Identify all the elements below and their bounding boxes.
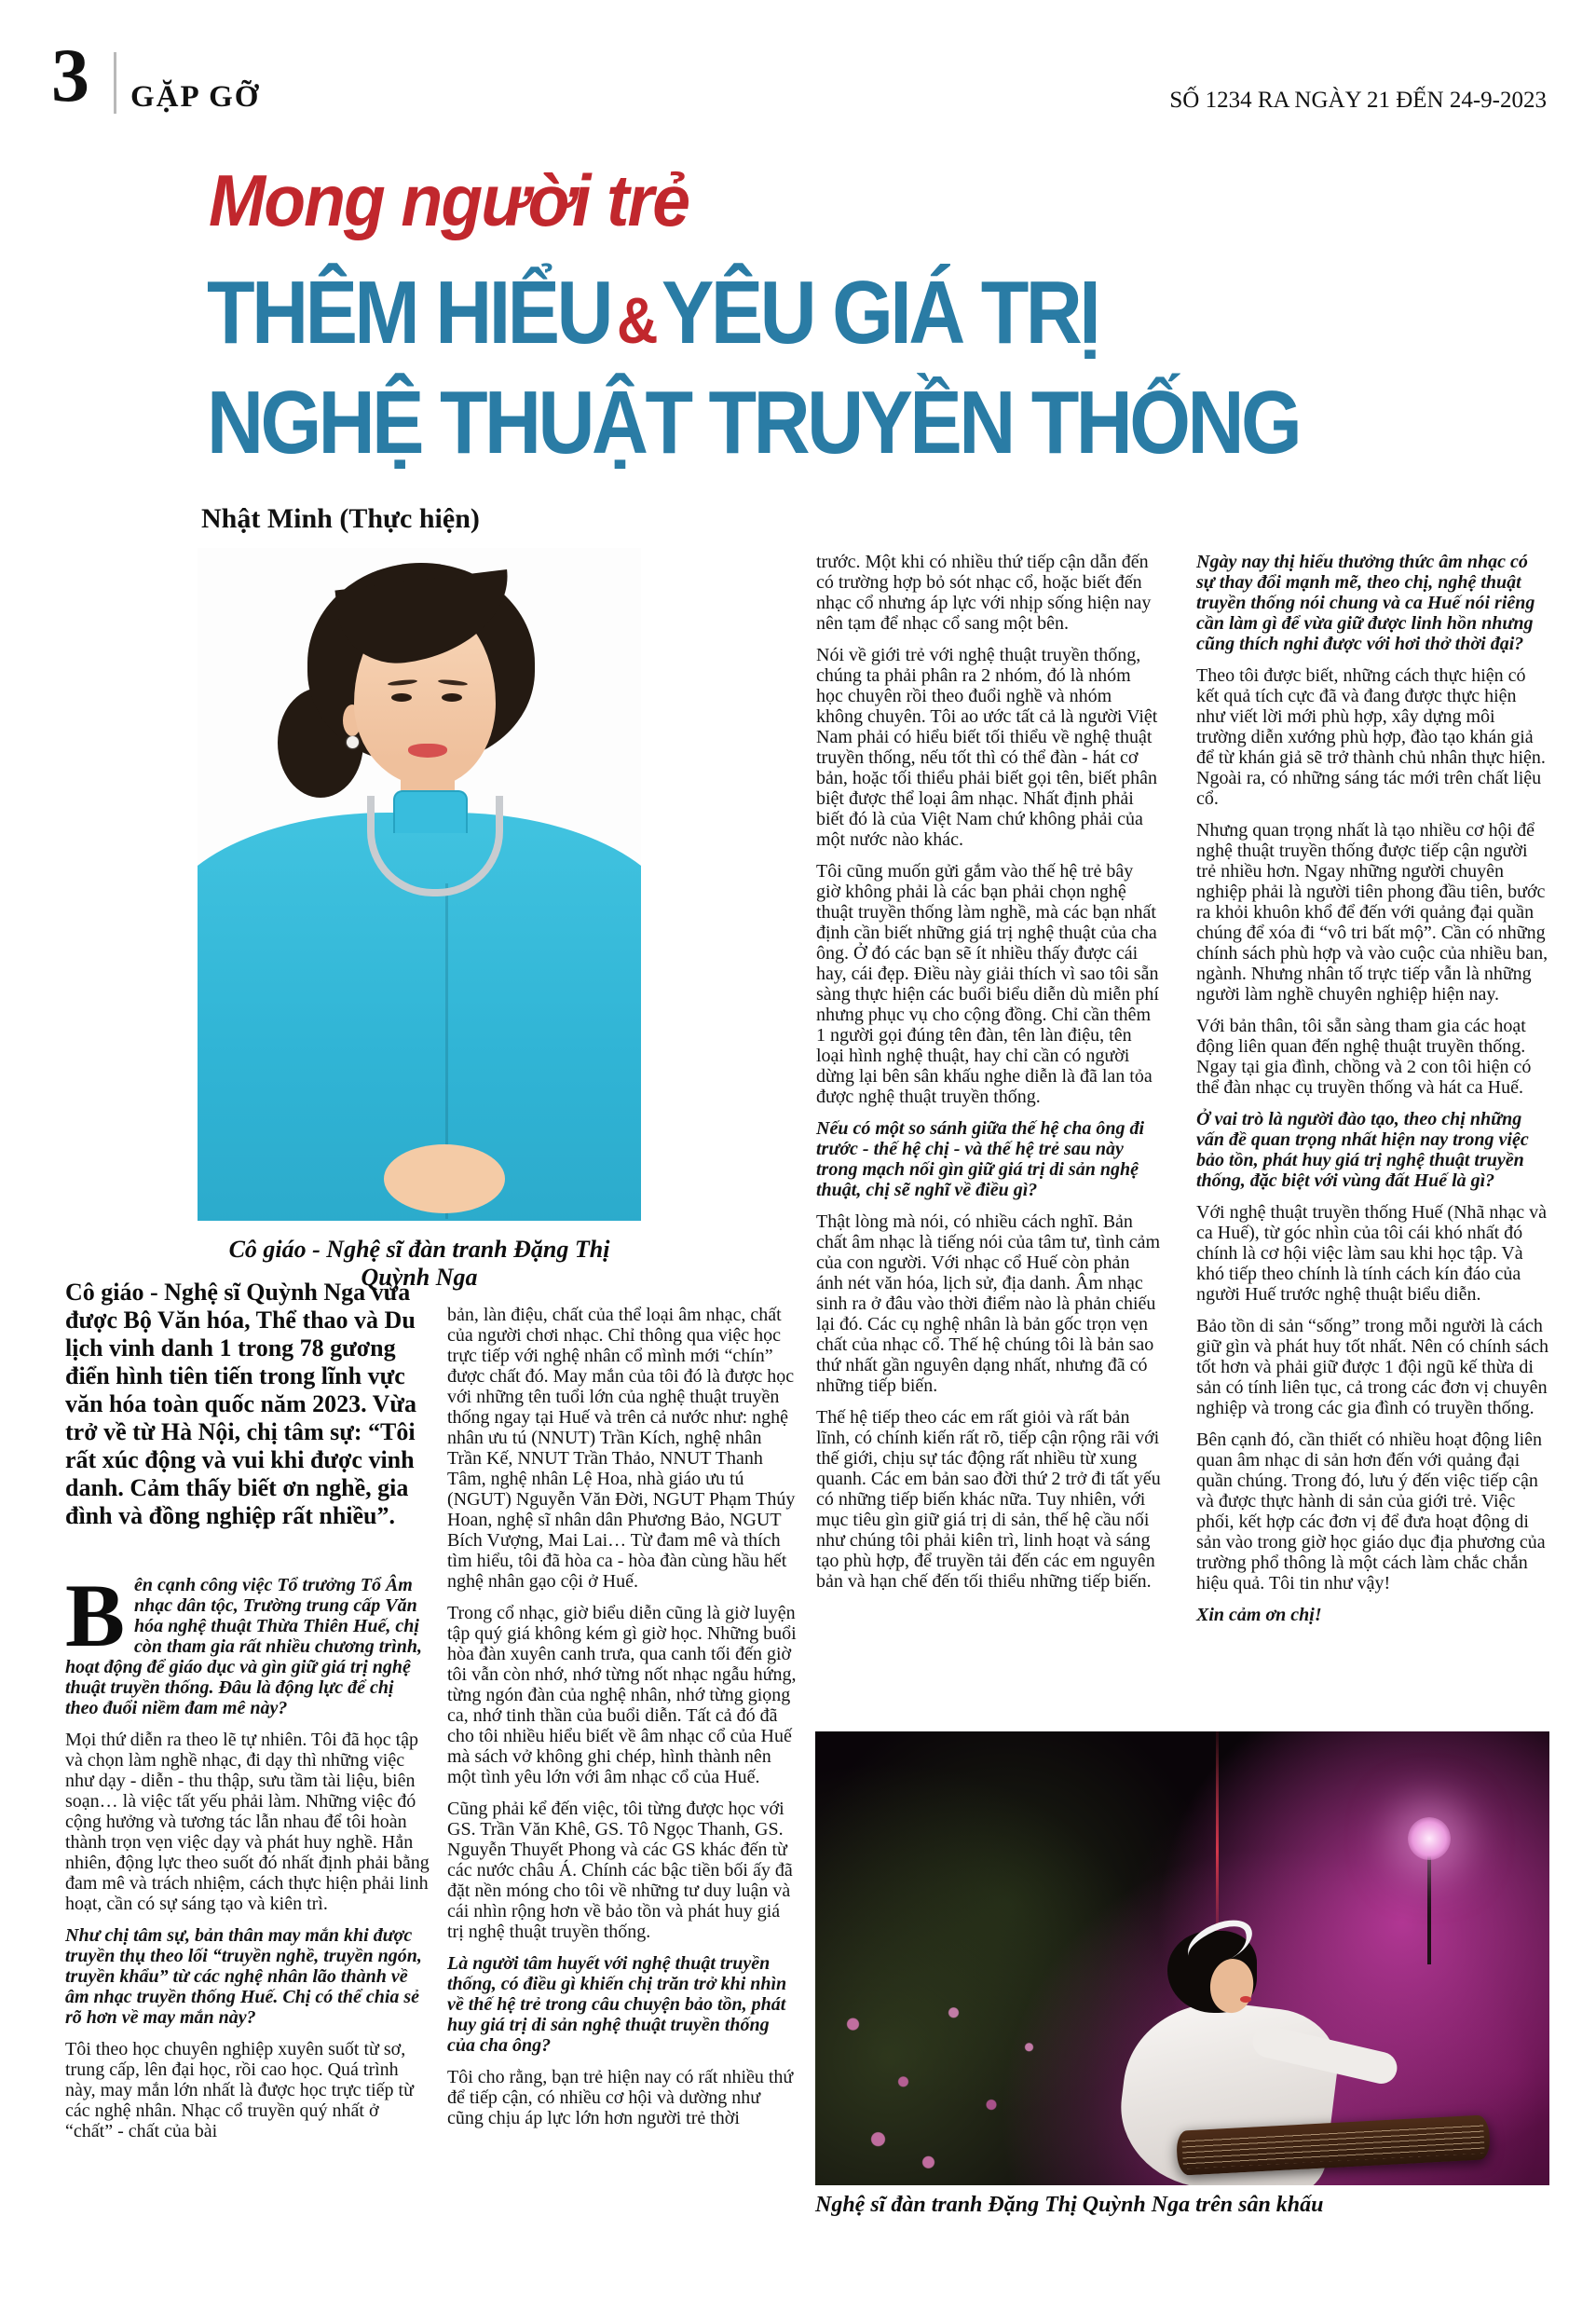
issue-info: SỐ 1234 RA NGÀY 21 ĐẾN 24-9-2023: [1169, 88, 1547, 113]
article-paragraph: Với bản thân, tôi sẵn sàng tham gia các hoạt động liên quan đến nghệ thuật truyền thống. Ngay tại gia đình, chồng và 2 con tôi hiện có thể đàn nhạc cụ truyền thống và hát ca Huế.: [1196, 1016, 1532, 1098]
article-paragraph: Bên cạnh đó, cần thiết có nhiều hoạt động liên quan âm nhạc di sản hơn đến với quảng đại quần chúng. Trong đó, lưu ý đến việc tiếp cận và được thực hành di sản của giới trẻ. Việc phối, kết hợp các đơn vị để đưa hoạt động di sản vào trong giờ học giáo dục địa phương của trường phổ thông là một cách làm chắc chắn hiệu quả. Tôi tin như vậy!: [1196, 1430, 1546, 1594]
portrait-eye-right: [442, 693, 462, 702]
interview-question: Nếu có một so sánh giữa thế hệ cha ông đi trước - thế hệ chị - và thế hệ trẻ sau này trong mạch nối gìn giữ giá trị di sản nghệ thuật, chị sẽ nghĩ về điều gì?: [816, 1118, 1145, 1200]
section-title: GẶP GỠ: [130, 80, 261, 114]
headline-ampersand: &: [617, 284, 655, 357]
stage-flowers: [815, 1955, 1067, 2185]
article-paragraph: Theo tôi được biết, những cách thực hiện có kết quả tích cực đã và đang được thực hiện như viết lời mới phù hợp, xây dựng môi trường diễn xướng phù hợp, đào tạo khán giả để từ khán giả sẽ trở thành chủ nhân thực hiện. Ngoài ra, có những sáng tác mới trên chất liệu cổ.: [1196, 665, 1546, 809]
article-paragraph: bản, làn điệu, chất của thể loại âm nhạc, chất của người chơi nhạc. Chỉ thông qua việc học trực tiếp với nghệ nhân cổ mình mới “chín” được chất đó. May mắn của tôi đó là được học với những tên tuổi lớn của nghệ thuật truyền thống ngay tại Huế và trên cả nước như: nghệ nhân ưu tú (NNUT) Trần Kích, nghệ nhân Trần Kế, NNUT Trần Thảo, NNUT Thanh Tâm, nghệ nhân Lệ Hoa, nhà giáo ưu tú (NGUT) Nguyễn Văn Đời, NGUT Phạm Thúy Hoan, nghệ sĩ nhân dân Phương Bảo, NGUT Bích Vượng, Mai Lai… Từ đam mê và thích tìm hiểu, tôi đã hòa ca - hòa đàn cùng hầu hết nghệ nhân gạo cội ở Huế.: [447, 1305, 796, 1592]
article-paragraph: Nói về giới trẻ với nghệ thuật truyền thống, chúng ta phải phân ra 2 nhóm, đó là nhóm học chuyên rồi theo đuổi nghề và nhóm không chuyên. Tôi ao ước tất cả là người Việt Nam phải có hiểu biết tối thiểu về nghệ thuật truyền thống, nếu tốt thì có thể đàn - hát cơ bản, hoặc tối thiểu phải biết gọi tên, biết phân biệt được thể loại âm nhạc. Nhất định phải biết đó là của Việt Nam chứ không phải của một nước nào khác.: [816, 645, 1158, 850]
interview-question: Ngày nay thị hiếu thưởng thức âm nhạc có sự thay đổi mạnh mẽ, theo chị, nghệ thuật truyền thống nói chung và ca Huế nói riêng cần làm gì để vừa giữ được linh hồn nhưng cũng thích nghi được với hơi thở thời đại?: [1196, 552, 1535, 654]
article-paragraph: Tôi cho rằng, bạn trẻ hiện nay có rất nhiều thứ để tiếp cận, có nhiều cơ hội và dường như cũng chịu áp lực lớn hơn người trẻ thời: [447, 2067, 794, 2128]
article-paragraph: Tôi theo học chuyên nghiệp xuyên suốt từ sơ, trung cấp, lên đại học, rồi cao học. Quá trình này, may mắn lớn nhất là được học trực tiếp từ các nghệ nhân. Nhạc cổ truyền quý nhất ở “chất” - chất của bài: [65, 2039, 414, 2141]
portrait-hands: [384, 1144, 505, 1213]
interview-question: Xin cảm ơn chị!: [1196, 1605, 1322, 1625]
article-paragraph: Nhưng quan trọng nhất là tạo nhiều cơ hội để nghệ thuật truyền thống được tiếp cận người trẻ nhiều hơn. Ngay những người chuyên nghiệp phải là người tiên phong đầu tiên, bước ra khỏi khuôn khổ để đến với quảng đại quần chúng để xóa đi “vô tri bất mộ”. Cần có những chính sách phù hợp và vào cuộc của nhiều ban, ngành. Nhưng nhân tố trực tiếp vẫn là những người làm nghề chuyên nghiệp hiện nay.: [1196, 820, 1548, 1005]
article-column-2: [447, 1305, 798, 2140]
portrait-photo-caption: Cô giáo - Nghệ sĩ đàn tranh Đặng Thị Quỳnh Nga: [228, 1236, 610, 1291]
stage-photo: [815, 1731, 1549, 2185]
article-paragraph: Thật lòng mà nói, có nhiều cách nghĩ. Bản chất âm nhạc là tiếng nói của tâm tư, tình cảm của con người. Với nhạc cổ Huế còn phản ánh nét văn hóa, lịch sử, địa danh. Âm nhạc sinh ra ở đâu vào thời điểm nào là phản chiếu lại đó. Các cụ nghệ nhân là bản gốc trọn vẹn chất của nhạc cổ. Thế hệ chúng tôi là bản sao thứ nhất gần nguyên dạng nhất, nhưng đã có những tiếp biến.: [816, 1211, 1161, 1396]
article-paragraph: trước. Một khi có nhiều thứ tiếp cận dẫn đến có trường hợp bỏ sót nhạc cổ, hoặc biết đến nhạc cổ nhưng áp lực với nhịp sống hiện nay nên tạm để nhạc cổ sang một bên.: [816, 552, 1152, 634]
stage-lamp-stand: [1427, 1853, 1431, 1964]
article-paragraph: Bảo tồn di sản “sống” trong mỗi người là cách giữ gìn và phát huy tốt nhất. Nên có chính sách tốt hơn và phải giữ được 1 đội ngũ kế thừa di sản có tính liên tục, cả trong các đơn vị chuyên nghiệp và trong các gia đình có truyền thống.: [1196, 1316, 1548, 1418]
portrait-lips: [408, 744, 447, 758]
portrait-eye-left: [391, 693, 412, 702]
portrait-earring: [347, 736, 359, 748]
article-column-3: [816, 552, 1161, 1603]
performer-lips: [1240, 1996, 1251, 2003]
article-paragraph: Mọi thứ diễn ra theo lẽ tự nhiên. Tôi đã học tập và chọn làm nghề nhạc, đi dạy thì những việc như dạy - diễn - thu thập, sưu tầm tài liệu, biên soạn… là việc tất yếu phải làm. Những việc đó cộng hưởng và tương tác lẫn nhau để tôi hoàn thành trọn vẹn việc dạy và phát huy nghề. Hẳn nhiên, động lực theo suốt đó nhất định phải bằng đam mê và trách nhiệm, cách thực hiện phải linh hoạt, cần có sự sáng tạo và kiên trì.: [65, 1730, 430, 1914]
article-column-1: [65, 1566, 430, 2153]
article-paragraph: Thế hệ tiếp theo các em rất giỏi và rất bản lĩnh, có chính kiến rất rõ, tiếp cận rộng rãi với thế giới, chịu sự tác động rất nhiều từ xung quanh. Các em bản sao đời thứ 2 trở đi tất yếu có những tiếp biến khác nữa. Tuy nhiên, với mục tiêu gìn giữ giá trị di sản, thế hệ cầu nối như chúng tôi phải kiên trì, linh hoạt và sáng tạo phù hợp, để truyền tải đến các em nguyên bản và hạn chế đến tối thiểu những tiếp biến.: [816, 1407, 1161, 1592]
headline-line1: [207, 263, 1098, 367]
headline-line1-before: THÊM HIỂU: [207, 263, 610, 363]
interview-question: Là người tâm huyết với nghệ thuật truyền thống, có điều gì khiến chị trăn trở khi nhìn về thế hệ trẻ trong câu chuyện bảo tồn, phát huy giá trị di sản nghệ thuật truyền thống của cha ông?: [447, 1953, 787, 2056]
stage-spotlight: [1408, 1817, 1451, 1860]
portrait-photo: [198, 548, 641, 1221]
headline-line2: NGHỆ THUẬT TRUYỀN THỐNG: [207, 373, 1300, 472]
page-number: 3: [51, 33, 89, 117]
headline-line1-after: YÊU GIÁ TRỊ: [662, 263, 1098, 363]
article-paragraph: Với nghệ thuật truyền thống Huế (Nhã nhạc và ca Huế), từ góc nhìn của tôi cái khó nhất đó chính là cơ hội việc làm sau khi học tập. Và khó tiếp theo chính là tính cách kín đáo của người Huế trước nghệ thuật biểu diễn.: [1196, 1202, 1548, 1305]
interview-question: Như chị tâm sự, bản thân may mắn khi được truyền thụ theo lối “truyền nghề, truyền ngón, truyền khẩu” từ các nghệ nhân lão thành về âm nhạc truyền thống Huế. Chị có thể chia sẻ rõ hơn về may mắn này?: [65, 1925, 422, 2028]
headline-kicker: Mong người trẻ: [209, 159, 689, 241]
article-paragraph: Cũng phải kể đến việc, tôi từng được học với GS. Trần Văn Khê, GS. Tô Ngọc Thanh, GS. Nguyễn Thuyết Phong và các GS khác đến từ các nước châu Á. Chính các bậc tiền bối ấy đã đặt nền móng cho tôi về những tư duy luận và cái nhìn rộng hơn về bảo tồn và phát huy giá trị nghệ thuật truyền thống.: [447, 1799, 793, 1942]
stage-light-string: [1216, 1731, 1219, 1932]
article-paragraph: Trong cổ nhạc, giờ biểu diễn cũng là giờ luyện tập quý giá không kém gì giờ học. Những buổi hòa đàn xuyên canh trưa, qua canh tối đến giờ tôi vẫn còn nhớ, nhớ từng nốt nhạc ngẫu hứng, từng ngón đàn của nghệ nhân, nhớ từng giọng ca, nhớ tinh thần của buổi diễn. Tất cả đó đã cho tôi nhiều hiểu biết về âm nhạc cổ của Huế mà sách vở không ghi chép, hình thành nên một tình yêu lớn với âm nhạc cổ của Huế.: [447, 1603, 797, 1787]
interview-question: Ở vai trò là người đào tạo, theo chị những vấn đề quan trọng nhất hiện nay trong việc bảo tồn, phát huy giá trị nghệ thuật truyền thống, đặc biệt với vùng đất Huế là gì?: [1196, 1109, 1529, 1191]
byline: Nhật Minh (Thực hiện): [201, 503, 480, 534]
article-column-4: [1196, 552, 1548, 1636]
drop-cap: B: [65, 1566, 126, 1665]
interview-question: Bên cạnh công việc Tổ trưởng Tổ Âm nhạc dân tộc, Trường trung cấp Văn hóa nghệ thuật Thừa Thiên Huế, chị còn tham gia rất nhiều chương trình, hoạt động để giáo dục và gìn giữ giá trị nghệ thuật truyền thống. Đâu là động lực để chị theo đuổi niềm đam mê này?: [65, 1566, 422, 1718]
stage-photo-caption: Nghệ sĩ đàn tranh Đặng Thị Quỳnh Nga trên sân khấu: [815, 2193, 1324, 2217]
zither-strings: [1181, 2122, 1484, 2169]
intro-paragraph: Cô giáo - Nghệ sĩ Quỳnh Nga vừa được Bộ Văn hóa, Thể thao và Du lịch vinh danh 1 trong 78 gương điển hình tiên tiến trong lĩnh vực văn hóa toàn quốc năm 2023. Vừa trở về từ Hà Nội, chị tâm sự: “Tôi rất xúc động và vui khi được vinh danh. Cảm thấy biết ơn nghề, gia đình và đồng nghiệp rất nhiều”.: [65, 1279, 417, 1529]
article-paragraph: Tôi cũng muốn gửi gắm vào thế hệ trẻ bây giờ không phải là các bạn phải chọn nghệ thuật truyền thống làm nghề, mà các bạn nhất định cần biết những giá trị nghệ thuật của cha ông. Ở đó các bạn sẽ ít nhiều thấy được cái hay, cái đẹp. Điều này giải thích vì sao tôi sẵn sàng thực hiện các buổi biểu diễn dù miễn phí nhưng phục vụ cho cộng đồng. Chỉ cần thêm 1 người gọi đúng tên đàn, tên làn điệu, tên loại hình nghệ thuật, hay chỉ cần có người dừng lại bên sân khấu nghe diễn là đã lan tỏa được nghệ thuật truyền thống.: [816, 861, 1159, 1107]
